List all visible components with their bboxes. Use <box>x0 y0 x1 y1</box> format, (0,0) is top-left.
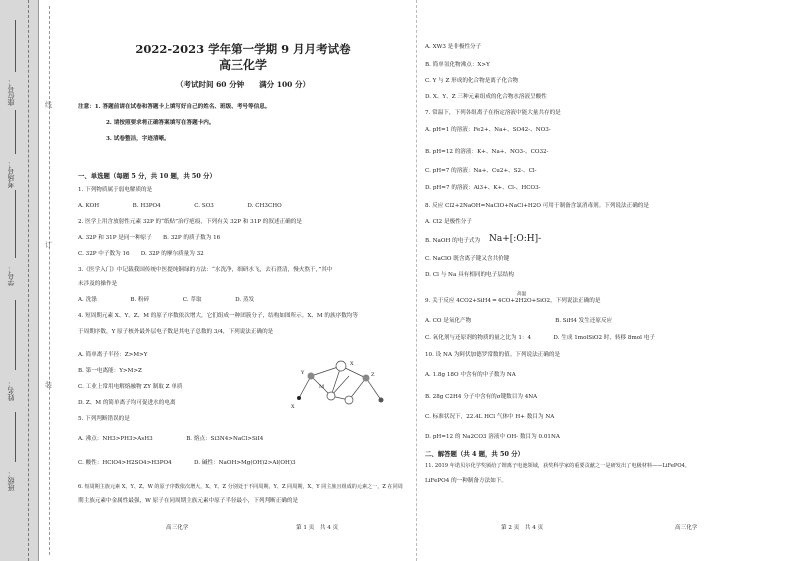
option-line: C. 32P 中子数为 16 D. 32P 的摩尔质量为 32 <box>78 251 204 257</box>
option-line: C. pH=7 的溶液：Na+、Cu2+、S2-、Cl- <box>425 168 537 174</box>
cut-line <box>49 6 51 555</box>
naoh-electron-formula: Na+[:O:H]- <box>489 234 542 244</box>
option-line: D. pH=12 的 Na2CO3 溶液中 OH- 数目为 0.01NA <box>425 434 560 440</box>
option-line: A. 沸点：NH3>PH3>AsH3 B. 熔点：Si3N4>NaCl>SiI4 <box>78 436 264 442</box>
exam-title: 2022-2023 学年第一学期 9 月月考试卷 <box>135 42 351 56</box>
right-page <box>425 0 777 561</box>
question-line: 7. 常温下，下列各组离子在指定溶液中能大量共存的是 <box>425 110 561 116</box>
option-line: C. NaClO 既含离子键又含共价键 <box>425 256 510 262</box>
binding-label-class: 班级： <box>7 470 15 491</box>
question-line: 6. 短周期主族元素 X、Y、Z、W 的原子序数依次增大，X、Y、Z 分别处于不同周期，Y、Z 同周期，X、Y 同主族且组成的元素之一，Z 在同周 <box>78 484 403 490</box>
option-line: D. Z、M 的简单离子均可促进水的电离 <box>78 400 176 406</box>
mol-label: M <box>319 384 325 390</box>
binding-strip <box>0 0 39 561</box>
option-line: C. 酸性：HClO4>H2SO4>H3PO4 D. 碱性：NaOH>Mg(OH)2>Al(OH)3 <box>78 460 296 466</box>
reaction-condition: 高温 <box>517 292 527 297</box>
option-line: C. 工业上常用电解熔融物 ZY 制取 Z 单质 <box>78 384 183 390</box>
left-page <box>78 0 408 561</box>
option-line: D. X、Y、Z 三种元素组成的化合物水溶液呈酸性 <box>425 94 547 100</box>
mol-label: X <box>291 404 295 410</box>
mol-label: Y <box>301 370 305 376</box>
option-line: B. 28g C2H4 分子中含有的σ键数目为 4NA <box>425 394 538 400</box>
binding-label-room: 考场号： <box>7 160 15 188</box>
question-line: 10. 设 NA 为阿伏加德罗常数的值。下列说法正确的是 <box>425 352 561 358</box>
binding-fold-line <box>28 0 30 561</box>
footer-page-number: 第 1 页 共 4 页 <box>296 525 339 531</box>
question-line: 5. 下列判断错误的是 <box>78 416 130 422</box>
option-line: B. 简单氢化物沸点：X>Y <box>425 62 490 68</box>
exam-subject: 高三化学 <box>218 58 267 72</box>
option-line: D. pH=7 的溶液：Al3+、K+、Cl-、HCO3- <box>425 185 541 191</box>
cut-mark: 线 <box>45 101 52 109</box>
option-line: B. 第一电离能：Y>M>Z <box>78 368 142 374</box>
option-line: C. 氧化剂与还原剂的物质的量之比为 1：4 D. 生成 1molSiO2 时，转移 8mol 电子 <box>425 335 655 341</box>
binding-line <box>15 20 16 72</box>
option-line: B. NaOH 的电子式为 <box>425 238 481 244</box>
question-line: 1. 下列物质属于弱电解质的是 <box>78 187 153 193</box>
question-line: 4. 短周期元素 X、Y、Z、M 的原子序数依次增大，它们组成一种团簇分子，结构如图所示。X、M 的族序数均等 <box>78 313 358 319</box>
page-divider <box>416 0 418 561</box>
binding-label-seat: 座位号： <box>7 78 15 106</box>
option-line: B. pH=12 的溶液：K+、Na+、NO3-、CO32- <box>425 149 549 155</box>
binding-line <box>15 190 16 258</box>
footer-subject: 高三化学 <box>166 525 189 531</box>
footer-subject: 高三化学 <box>675 525 698 531</box>
option-line: A. 32P 和 31P 是同一种原子 B. 32P 的质子数为 16 <box>78 235 221 241</box>
exam-meta: （考试时间 60 分钟 满分 100 分） <box>175 80 311 89</box>
option-line: A. pH=1 的溶液：Fe2+、Na+、SO42-、NO3- <box>425 127 551 133</box>
question-line: 8. 反应 Cl2+2NaOH=NaClO+NaCl+H2O 可用于制备含氯消毒剂。下列说法正确的是 <box>425 203 649 209</box>
question-line: 期主族元素中金属性最强，W 原子在同周期主族元素中原子半径最小，下列判断正确的是 <box>78 498 299 504</box>
section-heading: 二、解答题（共 4 题，共 50 分） <box>425 450 524 458</box>
option-line: C. Y 与 Z 形成的化合物是离子化合物 <box>425 78 519 84</box>
question-line: 未涉及的操作是 <box>78 281 118 287</box>
question-line: LiFePO4 的一种制备方法如下。 <box>425 478 508 484</box>
binding-line <box>15 110 16 154</box>
section-heading: 一、单选题（每题 5 分，共 10 题，共 50 分） <box>78 172 216 180</box>
question-line: 9. 关于反应 4CO2+SiH4 ═ 4CO+2H2O+SiO2，下列说法正确的是 <box>425 298 601 304</box>
note-line: 2. 请按照要求将正确答案填写在答题卡内。 <box>106 120 215 126</box>
option-line: A. KOH B. H3PO4 C. SO3 D. CH3CHO <box>78 203 282 209</box>
option-line: A. XW3 是非极性分子 <box>425 44 482 50</box>
cut-mark: 装 <box>45 381 52 389</box>
binding-line <box>15 300 16 370</box>
option-line: A. 1.8g 18O 中含有的中子数为 NA <box>425 372 516 378</box>
option-line: C. 标准状况下，22.4L HCl 气体中 H+ 数目为 NA <box>425 414 555 420</box>
binding-line <box>15 412 16 462</box>
question-line: 11. 2019 年诺贝尔化学奖颁给了锂离子电池领域，获奖科学家的重要贡献之一是研发出了电极材料——LiFePO4， <box>425 463 691 469</box>
note-line: 注意：1. 答题前请在试卷和答题卡上填写好自己的姓名、班级、考号等信息。 <box>78 104 271 110</box>
mol-label: Z <box>371 372 375 378</box>
option-line: A. 简单离子半径：Z>M>Y <box>78 352 148 358</box>
binding-label-id: 学号： <box>7 265 15 286</box>
mol-label: X <box>350 361 354 367</box>
binding-label-name: 姓名： <box>7 380 15 401</box>
option-line: A. Cl2 是极性分子 <box>425 219 472 225</box>
cluster-molecule-figure <box>271 356 401 416</box>
note-line: 3. 试卷整洁，字迹清晰。 <box>106 136 170 142</box>
question-line: 3.《医学入门》中记载我国传统中医提纯铜绿的方法：“水洗净，细研水飞，去石澄清，慢火熬干，”其中 <box>78 267 333 273</box>
question-line: 于周期序数，Y 原子核外最外层电子数是其电子总数的 3/4，下列说法正确的是 <box>78 329 274 335</box>
option-line: A. 洗涤 B. 粉碎 C. 萃取 D. 蒸发 <box>78 297 255 303</box>
footer-page-number: 第 2 页 共 4 页 <box>501 525 544 531</box>
cut-mark: 订 <box>45 241 52 249</box>
option-line: A. CO 是氧化产物 B. SiH4 发生还原反应 <box>425 318 613 324</box>
question-line: 2. 医学上用含放射性元素 32P 的“纸贴”治疗疤痕，下列有关 32P 和 31P 的叙述正确的是 <box>78 219 302 225</box>
option-line: D. Cl 与 Na 具有相同的电子层结构 <box>425 272 515 278</box>
